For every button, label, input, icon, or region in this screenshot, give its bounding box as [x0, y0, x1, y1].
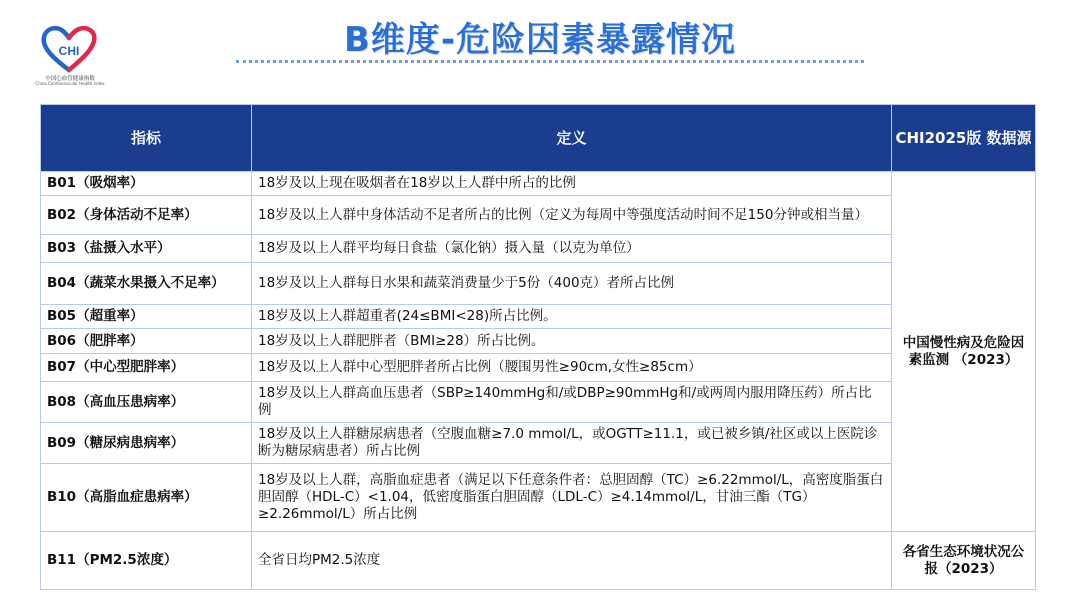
page-title: B维度-危险因素暴露情况: [343, 20, 737, 60]
row-indicator: B07（中心型肥胖率）: [41, 354, 252, 382]
header-definition: 定义: [252, 105, 892, 172]
table-row: [41, 354, 1036, 382]
row-definition: 18岁及以上人群平均每日食盐（氯化钠）摄入量（以克为单位）: [252, 235, 892, 263]
table-row: [41, 235, 1036, 263]
title-dotted-divider: [236, 60, 864, 63]
table-row: [41, 532, 1036, 590]
table-row: [41, 196, 1036, 235]
table-row: [41, 329, 1036, 354]
table-row: [41, 464, 1036, 532]
row-definition: 18岁及以上人群中身体活动不足者所占的比例（定义为每周中等强度活动时间不足150分钟或相当量）: [252, 196, 892, 235]
row-indicator: B06（肥胖率）: [41, 329, 252, 354]
row-definition: 18岁及以上人群每日水果和蔬菜消费量少于5份（400克）者所占比例: [252, 263, 892, 305]
row-indicator: B10（高脂血症患病率）: [41, 464, 252, 532]
row-definition: 18岁及以上人群糖尿病患者（空腹血糖≥7.0 mmol/L，或OGTT≥11.1，或已被乡镇/社区或以上医院诊断为糖尿病患者）所占比例: [252, 423, 892, 464]
table-row: [41, 305, 1036, 329]
row-definition: 18岁及以上人群高血压患者（SBP≥140mmHg和/或DBP≥90mmHg和/或两周内服用降压药）所占比例: [252, 382, 892, 423]
row-indicator: B08（高血压患病率）: [41, 382, 252, 423]
header-indicator: 指标: [41, 105, 252, 172]
row-indicator: B05（超重率）: [41, 305, 252, 329]
chi-logo: [30, 24, 108, 94]
logo-text: CHI: [58, 44, 80, 58]
logo-chinese-name: 中国心血管健康指数: [45, 76, 95, 82]
row-definition: 18岁及以上人群中心型肥胖者所占比例（腰围男性≥90cm,女性≥85cm）: [252, 354, 892, 382]
row-definition: 18岁及以上现在吸烟者在18岁以上人群中所占的比例: [252, 172, 892, 196]
logo-english-name: China Cardiovascular Health Index: [35, 81, 105, 86]
table-row: [41, 423, 1036, 464]
row-definition: 18岁及以上人群，高脂血症患者（满足以下任意条件者：总胆固醇（TC）≥6.22mmol/L，高密度脂蛋白胆固醇（HDL-C）<1.04，低密度脂蛋白胆固醇（LDL-C）≥4.14mmol/L，甘油三酯（TG）≥2.26mmol/L）所占比例: [252, 464, 892, 532]
row-indicator: B09（糖尿病患病率）: [41, 423, 252, 464]
table-row: [41, 172, 1036, 196]
header-source: CHI2025版 数据源: [892, 105, 1036, 172]
source-cell-chronic-disease: 中国慢性病及危险因素监测 （2023）: [892, 172, 1036, 532]
source-cell-eco-environment: 各省生态环境状况公报（2023）: [892, 532, 1036, 590]
row-indicator: B01（吸烟率）: [41, 172, 252, 196]
row-definition: 18岁及以上人群超重者(24≤BMI<28)所占比例。: [252, 305, 892, 329]
row-definition: 全省日均PM2.5浓度: [252, 532, 892, 590]
table-row: [41, 263, 1036, 305]
indicator-table: [40, 104, 1036, 590]
row-indicator: B04（蔬菜水果摄入不足率）: [41, 263, 252, 305]
table-header-row: [41, 105, 1036, 172]
table-row: [41, 382, 1036, 423]
heart-logo-icon: [40, 24, 98, 74]
row-definition: 18岁及以上人群肥胖者（BMI≥28）所占比例。: [252, 329, 892, 354]
row-indicator: B03（盐摄入水平）: [41, 235, 252, 263]
row-indicator: B02（身体活动不足率）: [41, 196, 252, 235]
row-indicator: B11（PM2.5浓度）: [41, 532, 252, 590]
